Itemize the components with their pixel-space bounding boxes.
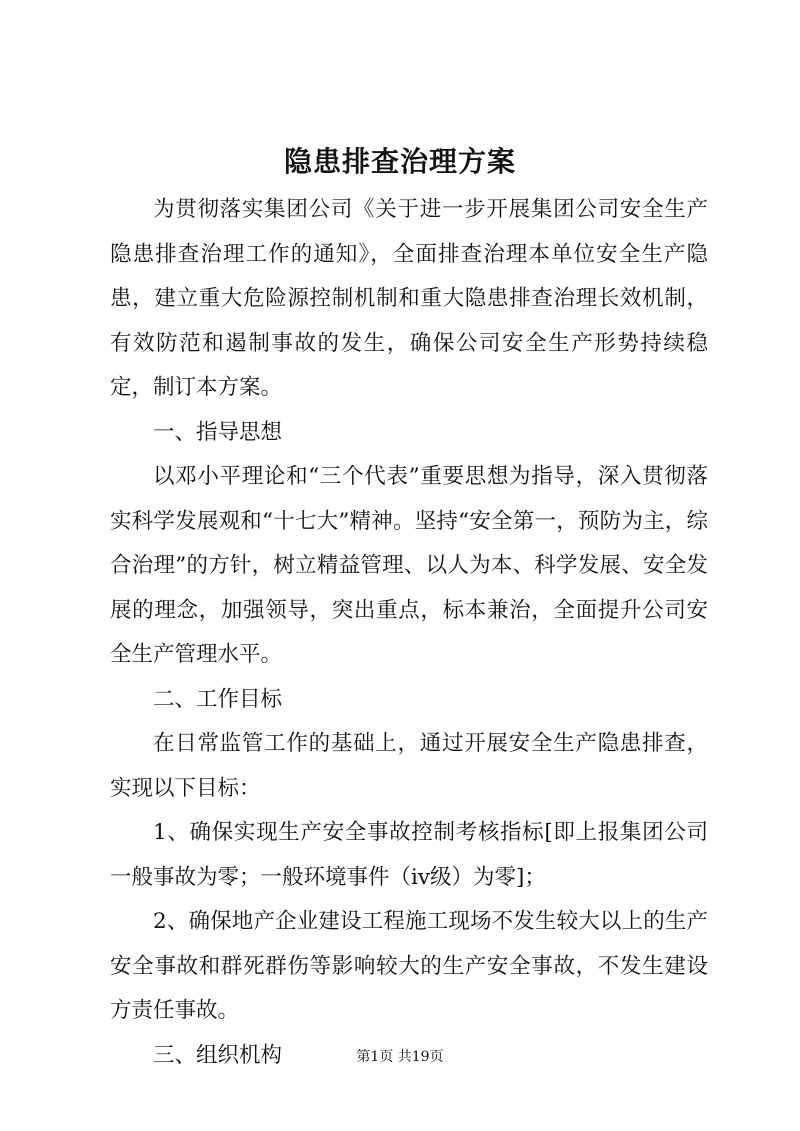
document-title: 隐患排查治理方案	[283, 145, 516, 178]
section-heading-guiding-ideology: 一、指导思想	[153, 419, 283, 445]
page-footer: 第1页 共19页	[356, 1049, 444, 1065]
section-heading-work-goals: 二、工作目标	[153, 686, 283, 712]
work-goals-intro-paragraph: 在日常监管工作的基础上，通过开展安全生产隐患排查，实现以下目标：	[110, 731, 708, 801]
intro-paragraph: 为贯彻落实集团公司《关于进一步开展集团公司安全生产隐患排查治理工作的通知》，全面排查治理本单位安全生产隐患，建立重大危险源控制机制和重大隐患排查治理长效机制，有效防范和遏制事故的发生，确保公司安全生产形势持续稳定，制订本方案。	[110, 197, 708, 400]
guiding-ideology-paragraph: 以邓小平理论和“三个代表”重要思想为指导，深入贯彻落实科学发展观和“十七大”精神。坚持“安全第一，预防为主，综合治理”的方针，树立精益管理、以人为本、科学发展、安全发展的理念，加强领导，突出重点，标本兼治，全面提升公司安全生产管理水平。	[110, 464, 708, 667]
document-body	[110, 188, 708, 1078]
work-goal-item-2: 2、确保地产企业建设工程施工现场不发生较大以上的生产安全事故和群死群伤等影响较大的生产安全事故，不发生建设方责任事故。	[110, 909, 708, 1023]
section-heading-organization: 三、组织机构	[153, 1042, 283, 1068]
work-goal-item-1: 1、确保实现生产安全事故控制考核指标[即上报集团公司一般事故为零；一般环境事件（iv级）为零]；	[110, 820, 708, 890]
